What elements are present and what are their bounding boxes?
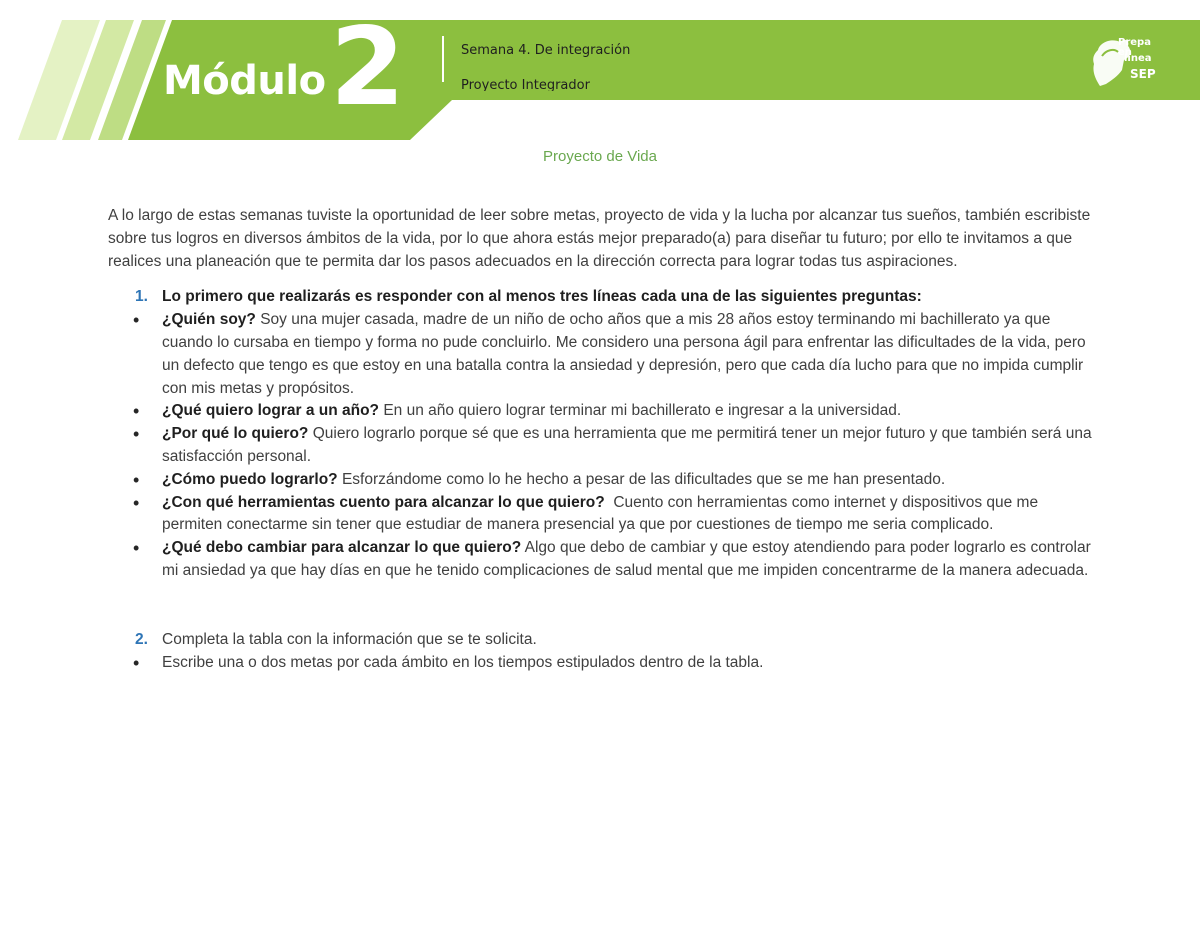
question-item — [108, 400, 1098, 423]
intro-paragraph: A lo largo de estas semanas tuviste la oportunidad de leer sobre metas, proyecto de vida y la lucha por alcanzar tus sueños, también escribiste sobre tus logros en diversos ámbitos de la vida, por lo que ahora estás mejor preparado(a) para diseñar tu futuro; por ello te invitamos a que realices una planeación que te permita dar los pasos adecuados en la dirección correcta para lograr todas tus aspiraciones. — [108, 207, 1091, 270]
step-2-bullet-text: Escribe una o dos metas por cada ámbito en los tiempos estipulados dentro de la tabla. — [162, 653, 764, 671]
header-divider — [442, 36, 444, 82]
question-label: ¿Cómo puedo lograrlo? — [162, 470, 338, 488]
step-2 — [108, 629, 1098, 652]
project-title: Proyecto Integrador — [461, 78, 590, 91]
spacer — [108, 583, 1098, 629]
question-answer: Algo que debo de cambiar y que estoy atendiendo para poder lograrlo es controlar mi ansiedad ya que hay días en que he tenido complicaciones de salud mental que me impiden concentrarme de la manera adecuada. — [162, 539, 1091, 579]
question-label: ¿Con qué herramientas cuento para alcanzar lo que quiero? — [162, 493, 605, 511]
question-item — [108, 423, 1098, 469]
week-title: Semana 4. De integración — [461, 43, 631, 58]
module-label: Módulo — [163, 58, 326, 104]
step-1 — [108, 286, 1098, 309]
question-item — [108, 309, 1098, 400]
module-header — [0, 0, 1200, 145]
question-label: ¿Qué debo cambiar para alcanzar lo que quiero? — [162, 539, 522, 557]
question-answer: Cuento con herramientas como internet y dispositivos que me permiten conectarme sin tener que estudiar de manera presencial ya que por cuestiones de tiempo me seria complicado. — [162, 493, 1039, 534]
step-2-number: 2. — [135, 630, 148, 648]
question-answer: Quiero lograrlo porque sé que es una herramienta que me permitirá tener un mejor futuro y que también será una satisfacción personal. — [162, 425, 1092, 465]
question-answer: Esforzándome como lo he hecho a pesar de las dificultades que se me han presentado. — [341, 470, 946, 488]
bullet-icon: • — [133, 401, 140, 422]
bullet-icon: • — [133, 652, 140, 673]
question-label: ¿Qué quiero lograr a un año? — [162, 402, 380, 420]
question-answer: Soy una mujer casada, madre de un niño de ocho años que a mis 28 años estoy terminando mi bachillerato ya que cuando lo cursaba en tiempo y forma no pude concluirlo. Me considero una persona ágil para enfrentar las dificultades de la vida, pero un defecto que tengo es que estoy en una batalla contra la ansiedad y depresión, pero que cada día lucho para que no impida cumplir con mis metas y propósitos. — [162, 311, 1086, 397]
prepa-en-linea-logo — [1088, 36, 1158, 92]
question-label: ¿Por qué lo quiero? — [162, 425, 309, 443]
bullet-icon: • — [133, 469, 140, 490]
logo-line-1: Prepa en — [1118, 37, 1151, 58]
step-2-bullet-item — [108, 652, 1098, 675]
step-1-number: 1. — [135, 288, 148, 306]
question-item — [108, 469, 1098, 492]
bullet-icon: • — [133, 538, 140, 559]
question-item — [108, 537, 1098, 583]
question-label: ¿Quién soy? — [162, 311, 256, 329]
bullet-icon: • — [133, 424, 140, 445]
module-number: 2 — [330, 5, 406, 130]
step-1-text: Lo primero que realizarás es responder con al menos tres líneas cada una de las siguientes preguntas: — [162, 288, 922, 306]
bullet-icon: • — [133, 492, 140, 513]
logo-line-3: SEP — [1130, 67, 1156, 81]
document-body — [108, 205, 1098, 674]
step-2-text: Completa la tabla con la información que se te solicita. — [162, 630, 537, 648]
question-item — [108, 492, 1098, 538]
bullet-icon: • — [133, 310, 140, 331]
logo-line-2: línea — [1124, 53, 1152, 64]
document-title: Proyecto de Vida — [543, 148, 657, 165]
question-answer: En un año quiero lograr terminar mi bachillerato e ingresar a la universidad. — [383, 402, 902, 420]
